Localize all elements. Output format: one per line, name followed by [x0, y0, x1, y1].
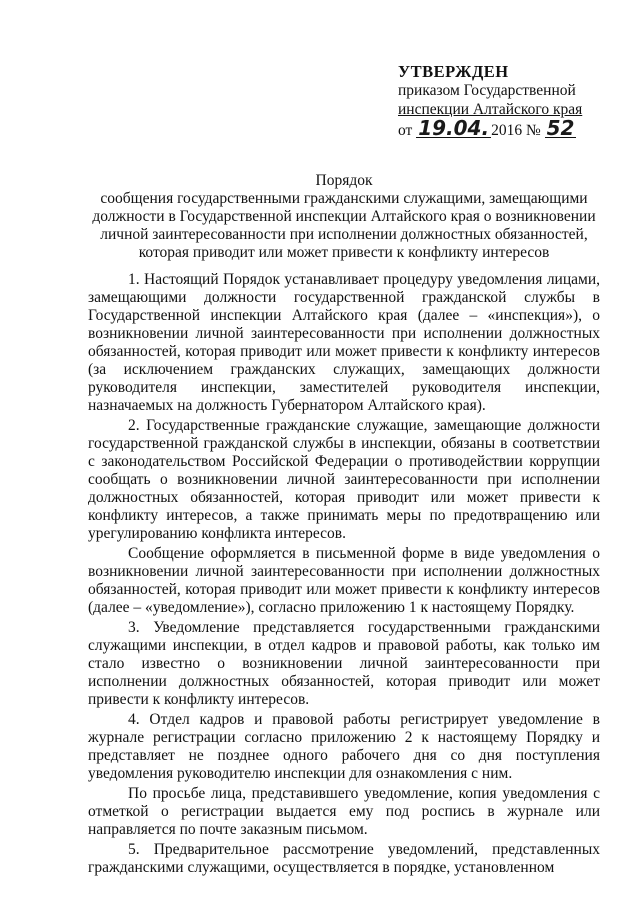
- title-line-5: которая приводит или может привести к конфликту интересов: [138, 244, 550, 261]
- title-line-1: Порядок: [315, 172, 373, 189]
- document-body: [88, 271, 600, 879]
- approval-block: [398, 62, 598, 140]
- title-line-4: личной заинтересованности при исполнении должностных обязанностей,: [100, 226, 588, 243]
- document-title: [88, 172, 600, 262]
- paragraph-4-copy: По просьбе лица, представившего уведомление, копия уведомления с отметкой о регистрации выдается ему под роспись в журнале или направляется по почте заказным письмом.: [88, 785, 600, 838]
- approval-authority-line: инспекции Алтайского края: [398, 101, 583, 118]
- paragraph-3: 3. Уведомление представляется государственными гражданскими служащими инспекции, в отдел кадров и правовой работы, как только им стало известно о возникновении личной заинтересованности при исполнении должностных обязанностей, которая приводит или может привести к конфликту интересов.: [88, 619, 600, 708]
- approval-year-number-label: 2016 №: [491, 122, 541, 139]
- paragraph-2-notice: Сообщение оформляется в письменной форме в виде уведомления о возникновении личной заинтересованности при исполнении должностных обязанностей, которая приводит или может привести к конфликту интересов (далее – «уведомление»), согласно приложению 1 к настоящему Порядку.: [88, 545, 600, 616]
- approval-order-line: приказом Государственной: [398, 82, 576, 99]
- paragraph-2: 2. Государственные гражданские служащие, замещающие должности государственной гражданской службы в инспекции, обязаны в соответствии с законодательством Российской Федерации о противодействии коррупции сообщать о возникновении личной заинтересованности при исполнении должностных обязанностей, которая приводит или может привести к конфликту интересов, а также принимать меры по предотвращению или урегулированию конфликта интересов.: [88, 417, 600, 542]
- title-line-2: сообщения государственными гражданскими служащими, замещающими: [100, 190, 588, 207]
- approval-date-prefix: от: [398, 122, 413, 139]
- handwritten-number: 52: [546, 116, 575, 140]
- title-line-3: должности в Государственной инспекции Алтайского края о возникновении: [92, 208, 596, 225]
- paragraph-5: 5. Предварительное рассмотрение уведомлений, представленных гражданскими служащими, осуществляется в порядке, установленном: [88, 841, 600, 876]
- handwritten-date: 19.04.: [418, 116, 490, 140]
- paragraph-1: 1. Настоящий Порядок устанавливает процедуру уведомления лицами, замещающими должности государственной гражданской службы в Государственной инспекции Алтайского края (далее – «инспекция»), о возникновении личной заинтересованности при исполнении должностных обязанностей, которая приводит или может привести к конфликту интересов (за исключением гражданских служащих, замещающих должности руководителя инспекции, заместителей руководителя инспекции, назначаемых на должность Губернатором Алтайского края).: [88, 271, 600, 414]
- paragraph-4: 4. Отдел кадров и правовой работы регистрирует уведомление в журнале регистрации согласно приложению 2 к настоящему Порядку и представляет не позднее одного рабочего дня со дня поступления уведомления руководителю инспекции для ознакомления с ним.: [88, 711, 600, 782]
- approval-heading: УТВЕРЖДЕН: [398, 62, 509, 81]
- approval-date-line: [398, 116, 598, 140]
